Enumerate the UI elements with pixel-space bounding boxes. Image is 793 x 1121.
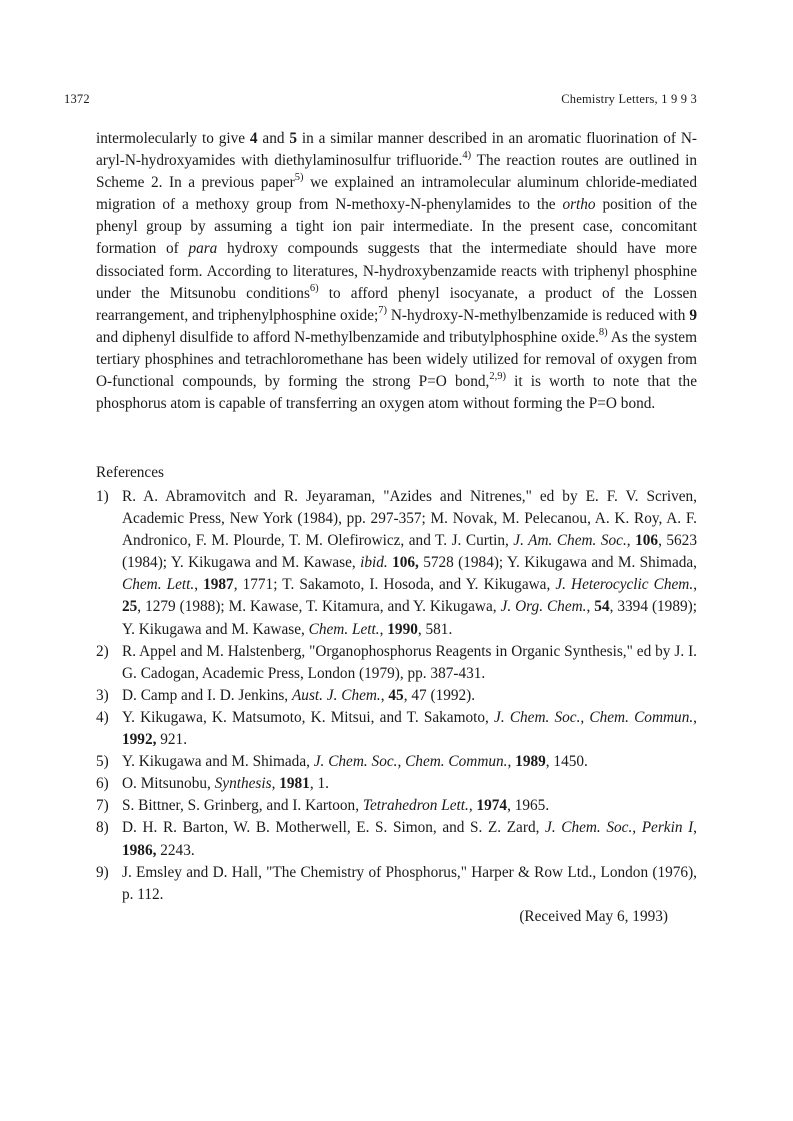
received-date: (Received May 6, 1993)	[519, 908, 668, 925]
reference-7: 7) S. Bittner, S. Grinberg, and I. Kartoon, Tetrahedron Lett., 1974, 1965.	[96, 797, 550, 815]
page-number: 1372	[64, 92, 90, 106]
reference-6: 6) O. Mitsunobu, Synthesis, 1981, 1.	[96, 775, 329, 793]
citation-8: 8)	[598, 326, 608, 338]
references-heading: References	[96, 464, 164, 481]
citation-7: 7)	[378, 304, 387, 316]
citation-6: 6)	[309, 282, 319, 294]
citation-4: 4)	[462, 150, 472, 161]
reference-2: 2) R. Appel and M. Halstenberg, "Organophosphorus Reagents in Organic Synthesis," ed by J. I. G. Cadogan, Academic Press, London (1979), pp. 387-431.	[96, 642, 697, 682]
reference-5: 5) Y. Kikugawa and M. Shimada, J. Chem. Soc., Chem. Commun., 1989, 1450.	[96, 753, 588, 771]
citation-2-9: 2,9)	[489, 370, 506, 382]
running-header: Chemistry Letters, 1 9 9 3	[561, 92, 697, 106]
reference-9: 9) J. Emsley and D. Hall, "The Chemistry of Phosphorus," Harper & Row Ltd., London (1976), p. 112.	[96, 863, 697, 903]
reference-1: 1) R. A. Abramovitch and R. Jeyaraman, "Azides and Nitrenes," ed by E. F. V. Scriven, Academic Press, New York (1984), pp. 297-357; M. Novak, M. Pelecanou, A. K. Roy, A. F. Andronico, F. M. Plourde, T. M. Olefirowicz, and T. J. Curtin, J. Am. Chem. Soc., 106, 5623 (1984); Y. Kikugawa and M. Kawase, ibid. 106, 5728 (1984); Y. Kikugawa and M. Shimada, Chem. Lett., 1987, 1771; T. Sakamoto, I. Hosoda, and Y. Kikugawa, J. Heterocyclic Chem., 25, 1279 (1988); M. Kawase, T. Kitamura, and Y. Kikugawa, J. Org. Chem., 54, 3394 (1989); Y. Kikugawa and M. Kawase, Chem. Lett., 1990, 581.	[96, 488, 698, 638]
body-paragraph: intermolecularly to give 4 and 5 in a similar manner described in an aromatic fluorination of N-aryl-N-hydroxyamides with diethylaminosulfur trifluoride.$^{4)}$ The reaction routes are outlined in Scheme 2. In a previous paper$^{5)}$ we explained an intramolecular aluminum chloride-mediated migration of a methoxy group from N-methoxy-N-phenylamides to the ortho position of the phenyl group by assuming a tight ion pair intermediate. In the present case, concomitant formation of para hydroxy compounds suggests that the intermediate should have more dissociated form. According to literatures, N-hydroxybenzamide reacts with triphenyl phosphine under the Mitsunobu conditions$^{6)}$ to afford phenyl isocyanate, a product of the Lossen rearrangement, and triphenylphosphine oxide;$^{7)}$ N-hydroxy-N-methylbenzamide is reduced with 9 and diphenyl disulfide to afford N-methylbenzamide and tributylphosphine oxide.$^{8)}$ As the system tertiary phosphines and tetrachloromethane has been widely utilized for removal of oxygen from O-functional compounds, by forming the strong P=O bond,$^{2,9)}$ it is worth to note that the phosphorus atom is capable of transferring an oxygen atom without forming the P=O bond.	[96, 130, 697, 413]
reference-4: 4) Y. Kikugawa, K. Matsumoto, K. Mitsui, and T. Sakamoto, J. Chem. Soc., Chem. Commun., 1992, 921.	[96, 708, 697, 749]
reference-list	[96, 486, 697, 906]
reference-8: 8) D. H. R. Barton, W. B. Motherwell, E. S. Simon, and S. Z. Zard, J. Chem. Soc., Perkin I, 1986, 2243.	[96, 819, 697, 859]
reference-3: 3) D. Camp and I. D. Jenkins, Aust. J. Chem., 45, 47 (1992).	[96, 686, 476, 704]
citation-5: 5)	[294, 172, 304, 184]
